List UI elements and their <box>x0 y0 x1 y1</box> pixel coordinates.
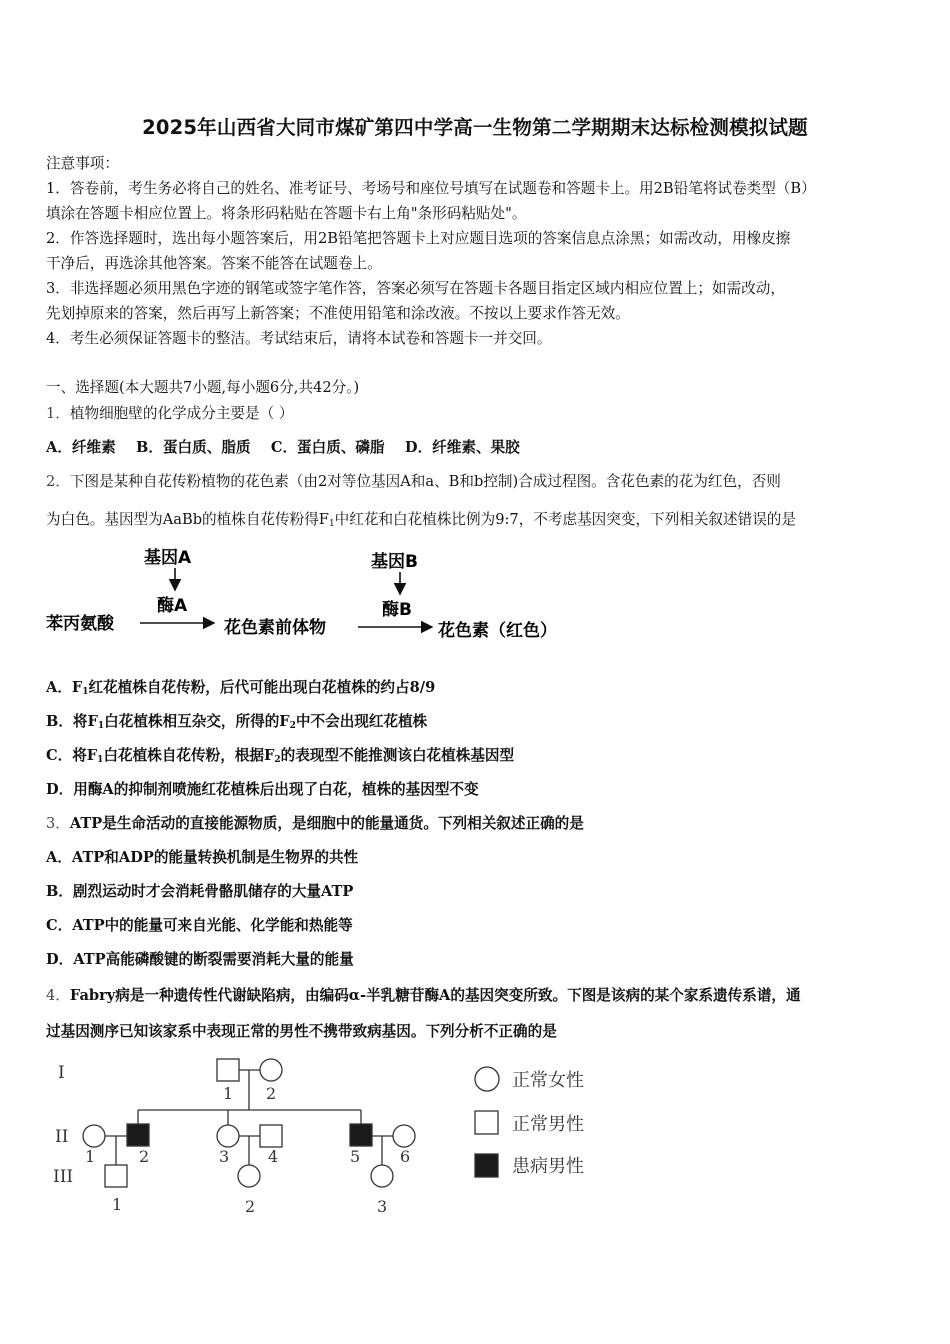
notice-heading: 注意事项： <box>46 155 119 172</box>
question-2-option-b <box>46 710 912 731</box>
question-3-text: ATP是生命活动的直接能源物质，是细胞中的能量通货。下列相关叙述正确的是 <box>69 815 584 832</box>
pedigree-label-II-4: 4 <box>268 1147 279 1166</box>
pedigree-II-2-affected-male <box>127 1124 149 1146</box>
enzyme-a-label: 酶A <box>157 596 188 616</box>
question-3-option-d: D．ATP高能磷酸键的断裂需要消耗大量的能量 <box>46 951 354 968</box>
notice-line-6: 先划掉原来的答案，然后再写上新答案；不准使用铅笔和涂改液。不按以上要求作答无效。 <box>46 305 630 322</box>
question-4-number: 4． <box>46 987 70 1004</box>
q2-opt-a-sub: 1 <box>82 687 89 697</box>
gene-a-label: 基因A <box>144 548 192 568</box>
question-3-option-a: A．ATP和ADP的能量转换机制是生物界的共性 <box>46 849 359 866</box>
question-2-subscript: 1 <box>328 519 335 529</box>
q2-opt-c-1: C．将F <box>46 747 98 764</box>
question-3-stem <box>46 812 912 833</box>
legend-female-label: 正常女性 <box>512 1070 584 1091</box>
question-3-option-b: B．剧烈运动时才会消耗骨骼肌储存的大量ATP <box>46 883 354 900</box>
legend-male-symbol <box>475 1111 498 1134</box>
pedigree-label-I-2: 2 <box>266 1084 277 1103</box>
question-2-stem-line-2 <box>46 508 912 529</box>
pedigree-label-II-6: 6 <box>400 1147 411 1166</box>
q2-opt-c-3: 的表现型不能推测该白花植株基因型 <box>280 747 515 764</box>
question-2-stem-line-1 <box>46 470 912 491</box>
pedigree-label-II-1: 1 <box>85 1147 96 1166</box>
product-label: 花色素（红色） <box>438 621 557 641</box>
q2-opt-b-2: 白花植株相互杂交，所得的F <box>104 713 290 730</box>
generation-III-label: III <box>53 1167 74 1187</box>
notice-line-4: 干净后，再选涂其他答案。答案不能答在试题卷上。 <box>46 255 382 272</box>
pedigree-label-II-5: 5 <box>350 1147 361 1166</box>
legend-affected-symbol <box>475 1154 498 1177</box>
pedigree-III-3-female <box>371 1165 393 1187</box>
notice-line-1: 1．答卷前，考生务必将自己的姓名、准考证号、考场号和座位号填写在试题卷和答题卡上。用2B铅笔将试卷类型（B） <box>46 180 816 197</box>
q2-opt-c-sub1: 1 <box>97 755 104 765</box>
pedigree-II-1-female <box>83 1125 105 1147</box>
pedigree-II-4-male <box>260 1125 282 1147</box>
question-2-option-a <box>46 676 912 697</box>
pedigree-II-6-female <box>393 1125 415 1147</box>
q2-opt-a-2: 红花植株自花传粉，后代可能出现白花植株的约占8/9 <box>88 679 436 696</box>
question-3-number: 3． <box>46 815 70 832</box>
pedigree-label-I-1: 1 <box>223 1084 234 1103</box>
pedigree-label-III-1: 1 <box>112 1195 123 1214</box>
question-4-text-1: Fabry病是一种遗传性代谢缺陷病，由编码α-半乳糖苷酶A的基因突变所致。下图是该病的某个家系遗传系谱，通 <box>69 987 801 1004</box>
legend-male-label: 正常男性 <box>512 1114 584 1135</box>
question-4-stem-line-1 <box>46 984 912 1005</box>
gene-b-label: 基因B <box>371 552 418 572</box>
question-1-stem <box>46 402 912 423</box>
question-1-options: A．纤维素 B．蛋白质、脂质 C．蛋白质、磷脂 D．纤维素、果胶 <box>46 439 520 456</box>
pedigree-III-2-female <box>238 1165 260 1187</box>
question-2-option-c <box>46 744 912 765</box>
notice-line-2: 填涂在答题卡相应位置上。将条形码粘贴在答题卡右上角"条形码粘贴处"。 <box>46 205 527 222</box>
question-2-option-d: D．用酶A的抑制剂喷施红花植株后出现了白花，植株的基因型不变 <box>46 781 479 798</box>
legend-female-symbol <box>475 1067 499 1091</box>
q2-opt-c-2: 白花植株自花传粉，根据F <box>103 747 275 764</box>
q2-opt-b-sub2: 2 <box>289 721 296 731</box>
pedigree-I-1-male <box>217 1059 239 1081</box>
question-3-option-c: C．ATP中的能量可来自光能、化学能和热能等 <box>46 917 353 934</box>
pedigree-legend <box>475 1067 584 1177</box>
enzyme-b-label: 酶B <box>382 600 412 620</box>
pedigree-label-II-3: 3 <box>219 1147 230 1166</box>
pedigree-II-5-affected-male <box>350 1124 372 1146</box>
pedigree-III-1-male <box>105 1165 127 1187</box>
intermediate-label: 花色素前体物 <box>224 618 326 638</box>
page-title: 2025年山西省大同市煤矿第四中学高一生物第二学期期末达标检测模拟试题 <box>142 116 808 139</box>
question-2-text-2b: 中红花和白花植株比例为9:7，不考虑基因突变，下列相关叙述错误的是 <box>334 511 796 528</box>
pedigree-label-II-2: 2 <box>139 1147 150 1166</box>
pedigree-I-2-female <box>260 1059 282 1081</box>
legend-affected-label: 患病男性 <box>512 1156 584 1177</box>
pedigree-II-3-female <box>217 1125 239 1147</box>
q2-opt-a-1: A．F <box>46 679 83 696</box>
question-2-number: 2． <box>46 473 70 490</box>
pedigree-label-III-2: 2 <box>245 1197 256 1216</box>
section-heading: 一、选择题(本大题共7小题,每小题6分,共42分。) <box>46 379 360 396</box>
question-4-stem-line-2: 过基因测序已知该家系中表现正常的男性不携带致病基因。下列分析不正确的是 <box>46 1023 557 1040</box>
notice-line-3: 2．作答选择题时，选出每小题答案后，用2B铅笔把答题卡上对应题目选项的答案信息点涂黑；如需改动，用橡皮擦 <box>46 230 791 247</box>
notice-line-5: 3．非选择题必须用黑色字迹的钢笔或签字笔作答，答案必须写在答题卡各题目指定区域内相应位置上；如需改动， <box>46 280 785 297</box>
question-2-text-1: 下图是某种自花传粉植物的花色素（由2对等位基因A和a、B和b控制)合成过程图。含花色素的花为红色，否则 <box>69 473 781 490</box>
substrate-label: 苯丙氨酸 <box>46 614 114 634</box>
notice-line-7: 4．考生必须保证答题卡的整洁。考试结束后，请将本试卷和答题卡一并交回。 <box>46 330 552 347</box>
question-1-number: 1． <box>46 405 70 422</box>
pathway-diagram <box>44 543 604 648</box>
pedigree-label-III-3: 3 <box>377 1197 388 1216</box>
q2-opt-b-3: 中不会出现红花植株 <box>295 713 428 730</box>
generation-I-label: I <box>58 1063 65 1083</box>
q2-opt-b-sub1: 1 <box>97 721 105 731</box>
question-1-text: 植物细胞壁的化学成分主要是（ ） <box>69 405 294 422</box>
q2-opt-c-sub2: 2 <box>274 755 281 765</box>
generation-II-label: II <box>55 1127 69 1147</box>
q2-opt-b-1: B．将F <box>46 713 98 730</box>
question-2-text-2a: 为白色。基因型为AaBb的植株自花传粉得F <box>46 511 329 528</box>
pedigree-chart <box>44 1050 644 1225</box>
